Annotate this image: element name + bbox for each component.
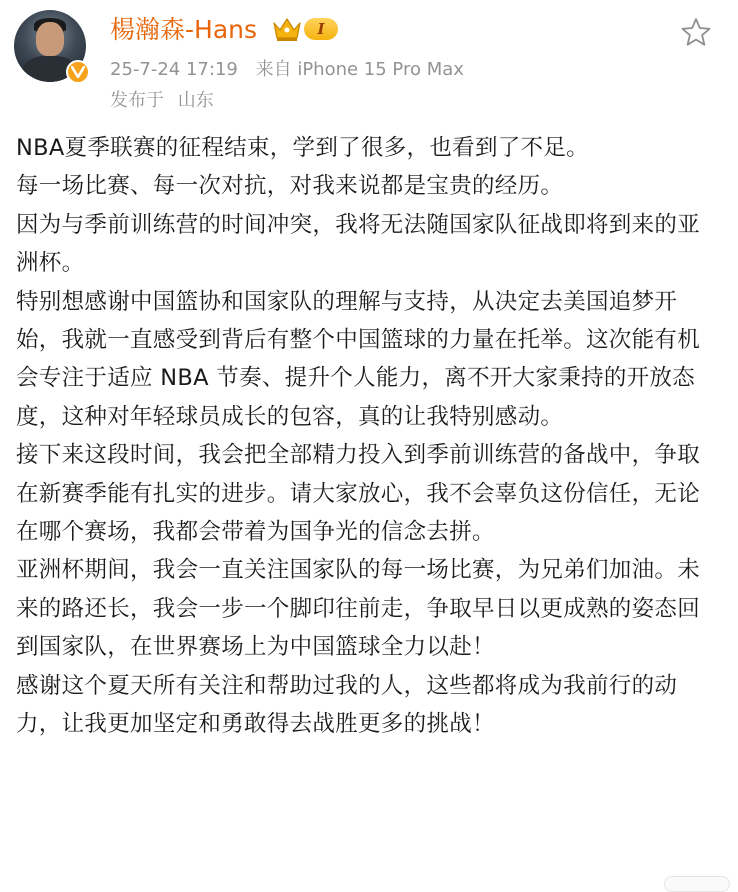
- post-paragraph: 接下来这段时间，我会把全部精力投入到季前训练营的备战中，争取在新赛季能有扎实的进步。请大家放心，我不会辜负这份信任，无论在哪个赛场，我都会带着为国争光的信念去拼。: [16, 442, 701, 546]
- verified-badge-icon: [66, 60, 90, 84]
- vip-crown-icon: [271, 13, 303, 45]
- location-value: 山东: [177, 90, 214, 111]
- watermark-decoration: [664, 876, 730, 892]
- post-location: [110, 89, 214, 113]
- post-source-device: 来自 iPhone 15 Pro Max: [255, 59, 464, 80]
- user-level-badge: I: [304, 18, 338, 40]
- avatar-face: [36, 22, 64, 56]
- post-timestamp: 25-7-24 17:19: [110, 59, 238, 80]
- post-paragraph: 每一场比赛、每一次对抗，对我来说都是宝贵的经历。: [16, 173, 564, 200]
- post-paragraph: 感谢这个夏天所有关注和帮助过我的人，这些都将成为我前行的动力，让我更加坚定和勇敢得去战胜更多的挑战！: [16, 672, 678, 738]
- post-paragraph: NBA夏季联赛的征程结束，学到了很多，也看到了不足。: [16, 135, 589, 161]
- post-body: [16, 129, 722, 744]
- post-paragraph: 亚洲杯期间，我会一直关注国家队的每一场比赛，为兄弟们加油。未来的路还长，我会一步一个脚印往前走，争取早日以更成熟的姿态回到国家队，在世界赛场上为中国篮球全力以赴！: [16, 557, 701, 661]
- post-meta: [110, 58, 464, 82]
- post-paragraph: 因为与季前训练营的时间冲突，我将无法随国家队征战即将到来的亚洲杯。: [16, 211, 701, 277]
- username[interactable]: 楊瀚森-Hans: [110, 15, 258, 44]
- location-label: 发布于: [110, 90, 164, 111]
- post-paragraph: 特别想感谢中国篮协和国家队的理解与支持，从决定去美国追梦开始，我就一直感受到背后有整个中国篮球的力量在托举。这次能有机会专注于适应 NBA 节奏、提升个人能力，离不开大家秉持的开放态度，这种对年轻球员成长的包容，真的让我特别感动。: [16, 288, 701, 430]
- favorite-star-icon[interactable]: [680, 16, 712, 48]
